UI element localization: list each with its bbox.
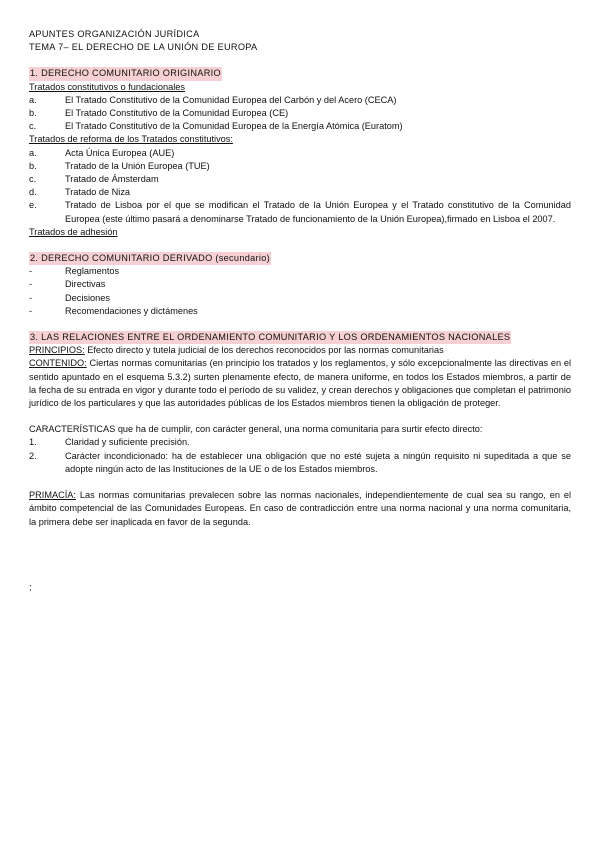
list-item: c. Tratado de Ámsterdam bbox=[29, 174, 159, 185]
list-item: - Decisiones bbox=[29, 292, 110, 303]
derived-list bbox=[29, 265, 571, 318]
caracteristicas-intro: CARACTERÍSTICAS que ha de cumplir, con carácter general, una norma comunitaria para surtir efecto directo: bbox=[29, 424, 483, 435]
list-item: c. El Tratado Constitutivo de la Comunidad Europea de la Energía Atómica (Euratom) bbox=[29, 121, 403, 132]
section-2 bbox=[29, 252, 571, 318]
caracteristicas-list bbox=[29, 436, 571, 476]
principios-paragraph: PRINCIPIOS: Efecto directo y tutela judicial de los derechos reconocidos por las normas comunitarias bbox=[29, 345, 444, 356]
constitutive-list bbox=[29, 94, 571, 134]
list-item: e. Tratado de Lisboa por el que se modifican el Tratado de la Unión Europea y el Tratado constitutivo de la Comunidad Europea (este último pasará a denominarse Tratado de funcionamiento de la Unión Europea),firmado en Lisboa el 2007. bbox=[29, 200, 571, 224]
list-item: d. Tratado de Niza bbox=[29, 187, 131, 198]
section-1 bbox=[29, 67, 571, 239]
list-item: 2. Carácter incondicionado: ha de establecer una obligación que no esté sujeta a ningún requisito ni supeditada a que se adopte ningún acto de las Instituciones de la UE o de los Estados miembros. bbox=[29, 450, 571, 474]
list-item: a. Acta Única Europea (AUE) bbox=[29, 147, 175, 158]
stray-semicolon: ; bbox=[29, 581, 32, 592]
list-item: 1. Claridad y suficiente precisión. bbox=[29, 437, 190, 448]
primacia-paragraph: PRIMACÍA: Las normas comunitarias prevalecen sobre las normas nacionales, independientemente de cual sea su rango, en el ámbito competencial de las Comunidades Europeas. En caso de contradicción entre una norma nacional y una norma comunitaria, la primera debe ser inaplicada en favor de la segunda. bbox=[29, 490, 571, 527]
section-3-title: 3. LAS RELACIONES ENTRE EL ORDENAMIENTO COMUNITARIO Y LOS ORDENAMIENTOS NACIONALES bbox=[29, 331, 511, 344]
contenido-paragraph: CONTENIDO: Ciertas normas comunitarias (en principio los tratados y los reglamentos, y sólo excepcionalmente las directivas en el sentido apuntado en el esquema 5.3.2) surten plenamente efecto, de manera uniforme, en todos los Estados miembros, a partir de la fecha de su entrada en vigor y durante todo el período de su validez, y crean derechos y obligaciones que completan el patrimonio jurídico de los particulares y que las autoridades públicas de los Estados miembros tienen la obligación de proteger. bbox=[29, 358, 571, 409]
doc-header-line1: APUNTES ORGANIZACIÓN JURÍDICA bbox=[29, 29, 200, 39]
doc-header-line2: TEMA 7– EL DERECHO DE LA UNIÓN DE EUROPA bbox=[29, 42, 258, 53]
constitutive-treaties-heading: Tratados constitutivos o fundacionales bbox=[29, 81, 185, 92]
list-item: - Recomendaciones y dictámenes bbox=[29, 305, 198, 316]
reform-treaties-heading: Tratados de reforma de los Tratados constitutivos: bbox=[29, 134, 233, 145]
list-item: b. El Tratado Constitutivo de la Comunidad Europea (CE) bbox=[29, 108, 289, 119]
list-item: b. Tratado de la Unión Europea (TUE) bbox=[29, 160, 210, 171]
section-1-title: 1. DERECHO COMUNITARIO ORIGINARIO bbox=[29, 67, 222, 80]
list-item: - Directivas bbox=[29, 279, 106, 290]
reform-list bbox=[29, 147, 571, 226]
list-item: a. El Tratado Constitutivo de la Comunidad Europea del Carbón y del Acero (CECA) bbox=[29, 94, 397, 105]
section-3 bbox=[29, 331, 571, 529]
list-item: - Reglamentos bbox=[29, 266, 120, 277]
section-2-title: 2. DERECHO COMUNITARIO DERIVADO (secundario) bbox=[29, 252, 271, 265]
document-page bbox=[29, 28, 571, 594]
accession-treaties-heading: Tratados de adhesión bbox=[29, 226, 118, 237]
